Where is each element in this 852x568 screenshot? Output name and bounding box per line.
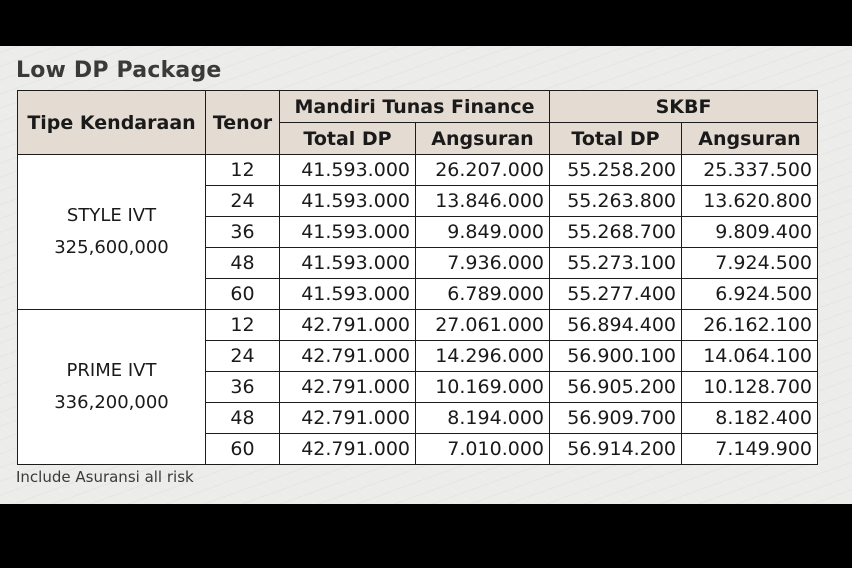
- vehicle-price: 336,200,000: [54, 392, 169, 413]
- skbf-installment-cell: 10.128.700: [682, 372, 818, 403]
- mtf-installment-cell: 14.296.000: [416, 341, 550, 372]
- mtf-total-dp-cell: 41.593.000: [280, 155, 416, 186]
- tenor-cell: 24: [206, 341, 280, 372]
- header-row-top: [18, 91, 818, 123]
- insurance-note: Include Asuransi all risk: [16, 468, 194, 486]
- skbf-total-dp-cell: 56.900.100: [550, 341, 682, 372]
- skbf-total-dp-cell: 56.905.200: [550, 372, 682, 403]
- skbf-installment-cell: 14.064.100: [682, 341, 818, 372]
- tenor-cell: 60: [206, 434, 280, 465]
- mtf-installment-cell: 10.169.000: [416, 372, 550, 403]
- header-lender-mtf: Mandiri Tunas Finance: [280, 91, 550, 123]
- pricing-table: [17, 90, 818, 465]
- tenor-cell: 60: [206, 279, 280, 310]
- mtf-installment-cell: 13.846.000: [416, 186, 550, 217]
- vehicle-cell: [18, 155, 206, 310]
- tenor-cell: 24: [206, 186, 280, 217]
- mtf-installment-cell: 7.010.000: [416, 434, 550, 465]
- mtf-total-dp-cell: 42.791.000: [280, 341, 416, 372]
- skbf-installment-cell: 9.809.400: [682, 217, 818, 248]
- vehicle-model: STYLE IVT: [66, 205, 157, 226]
- mtf-installment-cell: 7.936.000: [416, 248, 550, 279]
- package-panel: [0, 46, 852, 504]
- mtf-total-dp-cell: 42.791.000: [280, 403, 416, 434]
- table-header: [18, 91, 818, 155]
- skbf-total-dp-cell: 55.277.400: [550, 279, 682, 310]
- header-vehicle-type: Tipe Kendaraan: [18, 91, 206, 155]
- skbf-total-dp-cell: 55.258.200: [550, 155, 682, 186]
- vehicle-model: PRIME IVT: [66, 360, 157, 381]
- page-title: Low DP Package: [16, 58, 222, 83]
- mtf-total-dp-cell: 42.791.000: [280, 434, 416, 465]
- mtf-total-dp-cell: 41.593.000: [280, 217, 416, 248]
- skbf-total-dp-cell: 56.909.700: [550, 403, 682, 434]
- tenor-cell: 36: [206, 372, 280, 403]
- header-tenor: Tenor: [206, 91, 280, 155]
- skbf-total-dp-cell: 55.273.100: [550, 248, 682, 279]
- skbf-installment-cell: 13.620.800: [682, 186, 818, 217]
- mtf-installment-cell: 26.207.000: [416, 155, 550, 186]
- header-mtf-installment: Angsuran: [416, 123, 550, 155]
- header-skbf-total-dp: Total DP: [550, 123, 682, 155]
- vehicle-price: 325,600,000: [54, 237, 169, 258]
- mtf-total-dp-cell: 42.791.000: [280, 310, 416, 341]
- mtf-total-dp-cell: 41.593.000: [280, 279, 416, 310]
- skbf-installment-cell: 7.924.500: [682, 248, 818, 279]
- header-mtf-total-dp: Total DP: [280, 123, 416, 155]
- header-lender-skbf: SKBF: [550, 91, 818, 123]
- skbf-installment-cell: 8.182.400: [682, 403, 818, 434]
- skbf-installment-cell: 6.924.500: [682, 279, 818, 310]
- tenor-cell: 48: [206, 403, 280, 434]
- tenor-cell: 12: [206, 310, 280, 341]
- mtf-installment-cell: 27.061.000: [416, 310, 550, 341]
- mtf-installment-cell: 9.849.000: [416, 217, 550, 248]
- mtf-total-dp-cell: 41.593.000: [280, 248, 416, 279]
- tenor-cell: 12: [206, 155, 280, 186]
- skbf-installment-cell: 26.162.100: [682, 310, 818, 341]
- skbf-total-dp-cell: 56.914.200: [550, 434, 682, 465]
- mtf-total-dp-cell: 41.593.000: [280, 186, 416, 217]
- skbf-installment-cell: 7.149.900: [682, 434, 818, 465]
- skbf-total-dp-cell: 55.268.700: [550, 217, 682, 248]
- mtf-total-dp-cell: 42.791.000: [280, 372, 416, 403]
- mtf-installment-cell: 8.194.000: [416, 403, 550, 434]
- table-body: [18, 155, 818, 465]
- skbf-total-dp-cell: 56.894.400: [550, 310, 682, 341]
- skbf-installment-cell: 25.337.500: [682, 155, 818, 186]
- vehicle-cell: [18, 310, 206, 465]
- tenor-cell: 48: [206, 248, 280, 279]
- skbf-total-dp-cell: 55.263.800: [550, 186, 682, 217]
- table-row: [18, 155, 818, 186]
- header-skbf-installment: Angsuran: [682, 123, 818, 155]
- mtf-installment-cell: 6.789.000: [416, 279, 550, 310]
- tenor-cell: 36: [206, 217, 280, 248]
- table-row: [18, 310, 818, 341]
